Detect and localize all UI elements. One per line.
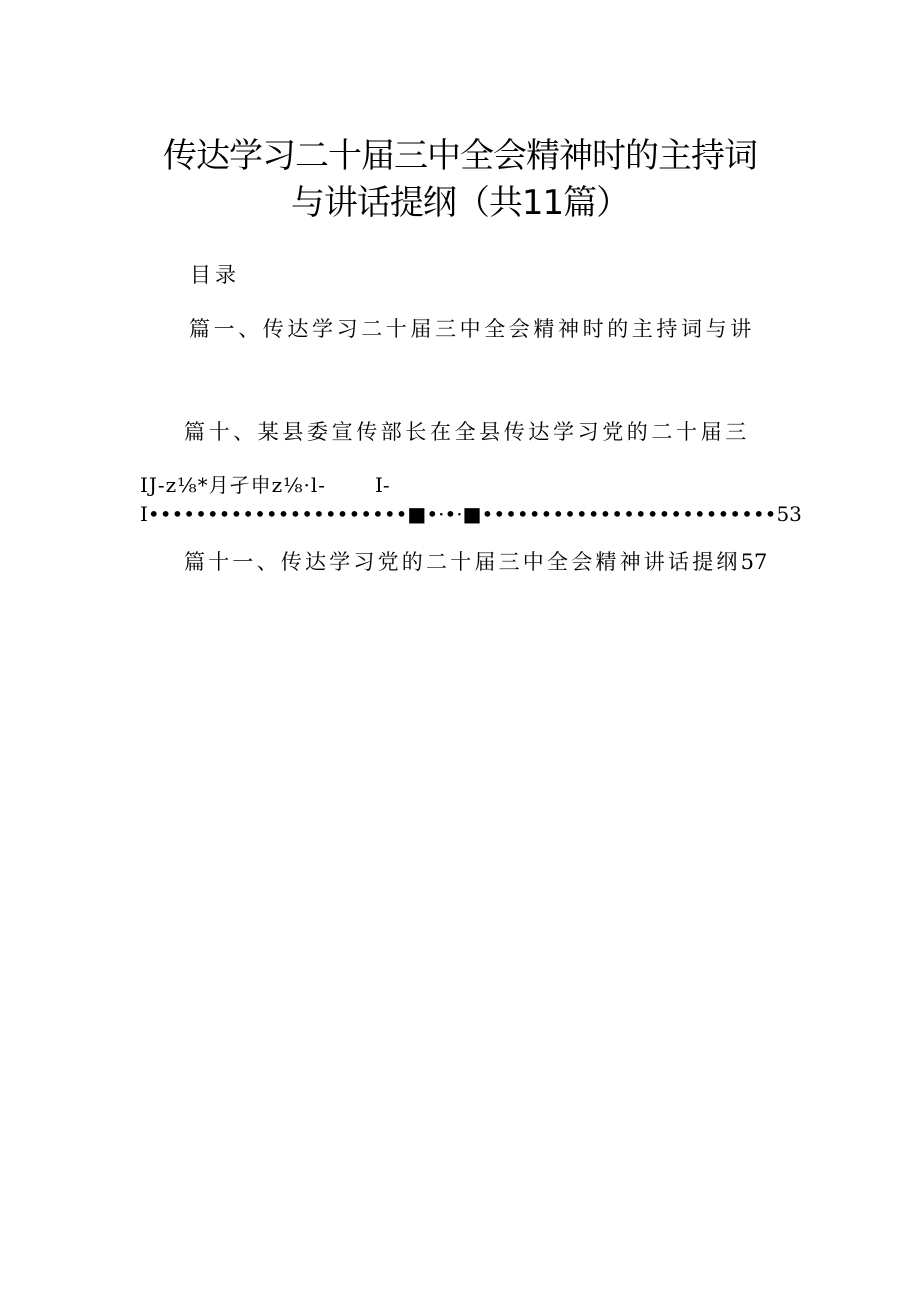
toc-entry-10: 篇十、某县委宣传部长在全县传达学习党的二十届三	[184, 420, 750, 444]
toc-dot-leader: I••••••••••••••••••••••■•·•·■•••••••••••••••••••••••••53	[140, 502, 802, 526]
toc-entry-10-continuation-fragment: I-	[375, 473, 390, 497]
toc-entry-1: 篇一、传达学习二十届三中全会精神时的主持词与讲	[189, 317, 755, 341]
toc-heading: 目录	[190, 263, 240, 287]
toc-entry-11	[184, 549, 767, 575]
toc-entry-10-continuation: IJ-z⅛*月孑申z⅛·l-	[140, 473, 327, 497]
toc-entry-11-text: 篇十一、传达学习党的二十届三中全会精神讲话提纲	[184, 550, 741, 574]
document-title-line-2: 与讲话提纲（共11篇）	[290, 183, 630, 223]
document-title-line-1: 传达学习二十届三中全会精神时的主持词	[163, 136, 757, 176]
toc-entry-11-page-number: 57	[740, 550, 768, 574]
